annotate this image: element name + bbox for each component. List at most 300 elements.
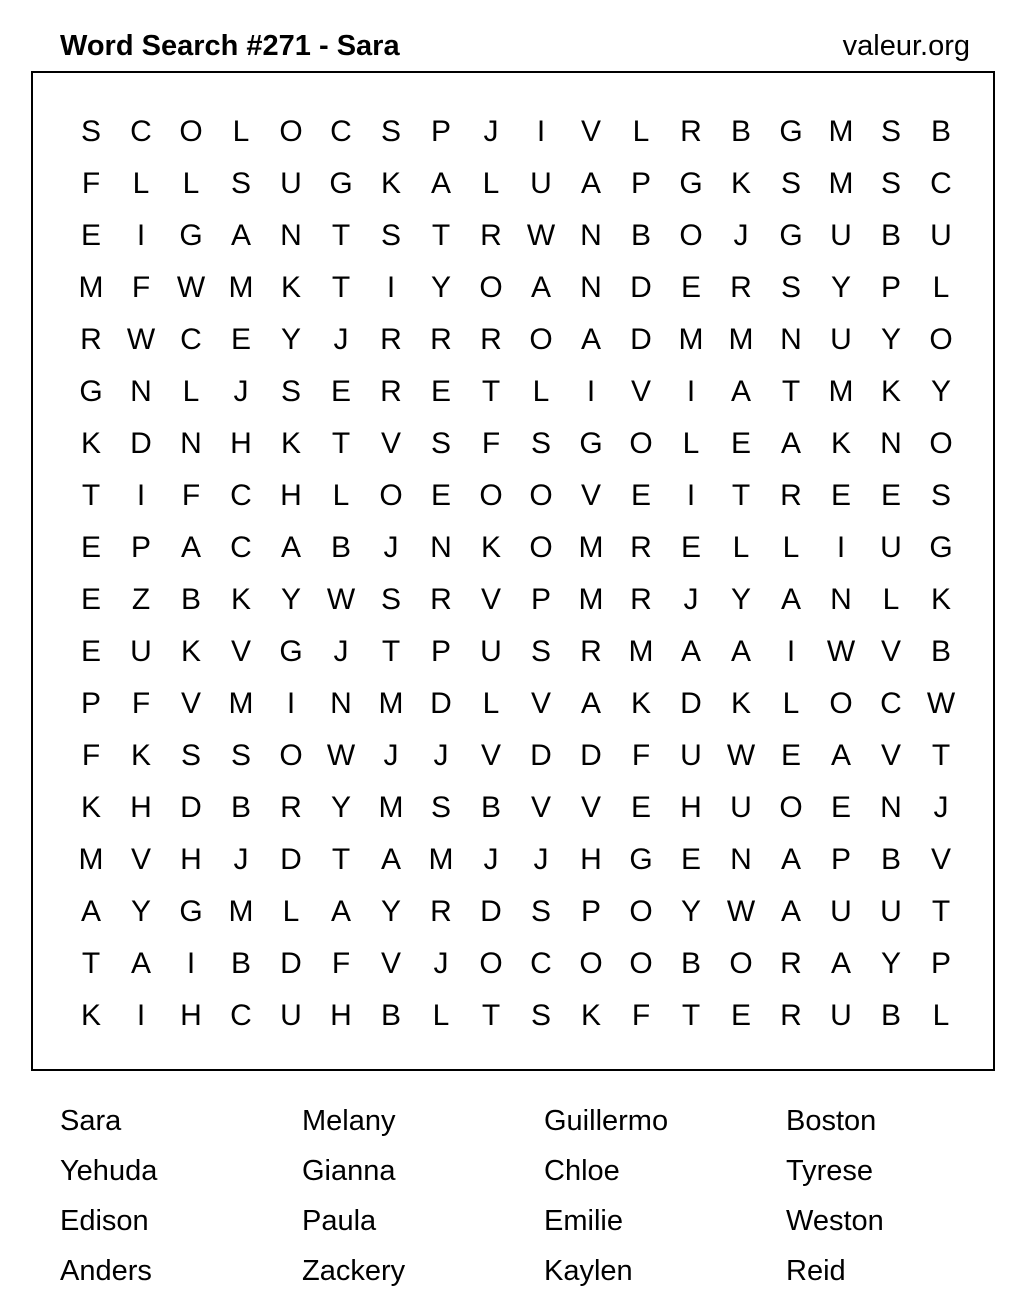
grid-cell[interactable]: O (679, 219, 703, 252)
grid-cell[interactable]: L (932, 271, 950, 304)
grid-cell[interactable]: F (631, 999, 651, 1032)
grid-cell[interactable]: A (830, 947, 851, 980)
grid-cell[interactable]: H (180, 999, 202, 1032)
grid-cell[interactable]: E (330, 375, 351, 408)
grid-cell[interactable]: C (530, 947, 552, 980)
grid-cell[interactable]: R (630, 531, 652, 564)
grid-cell[interactable]: E (80, 583, 101, 616)
grid-cell[interactable]: C (230, 999, 252, 1032)
grid-cell[interactable]: Y (330, 791, 351, 824)
grid-cell[interactable]: M (428, 843, 454, 876)
grid-cell[interactable]: I (136, 999, 146, 1032)
grid-cell[interactable]: Y (680, 895, 701, 928)
grid-cell[interactable]: V (380, 427, 401, 460)
grid-cell[interactable]: T (331, 427, 351, 460)
grid-cell[interactable]: N (880, 791, 902, 824)
grid-cell[interactable]: L (482, 167, 500, 200)
grid-cell[interactable]: H (230, 427, 252, 460)
grid-cell[interactable]: N (580, 219, 602, 252)
grid-cell[interactable]: P (880, 271, 901, 304)
grid-cell[interactable]: E (80, 635, 101, 668)
grid-cell[interactable]: B (230, 791, 251, 824)
grid-cell[interactable]: S (230, 739, 251, 772)
grid-cell[interactable]: C (230, 479, 252, 512)
grid-cell[interactable]: L (632, 115, 650, 148)
grid-cell[interactable]: N (780, 323, 802, 356)
grid-cell[interactable]: L (232, 115, 250, 148)
grid-cell[interactable]: O (529, 479, 553, 512)
grid-cell[interactable]: H (680, 791, 702, 824)
grid-cell[interactable]: P (630, 167, 651, 200)
grid-cell[interactable]: I (136, 479, 146, 512)
grid-cell[interactable]: R (580, 635, 602, 668)
grid-cell[interactable]: F (481, 427, 501, 460)
grid-cell[interactable]: C (130, 115, 152, 148)
grid-cell[interactable]: M (678, 323, 704, 356)
grid-cell[interactable]: S (380, 219, 401, 252)
grid-cell[interactable]: M (378, 791, 404, 824)
grid-cell[interactable]: D (130, 427, 152, 460)
grid-cell[interactable]: I (686, 375, 696, 408)
grid-cell[interactable]: G (779, 115, 803, 148)
grid-cell[interactable]: E (630, 479, 651, 512)
grid-cell[interactable]: H (280, 479, 302, 512)
grid-cell[interactable]: P (80, 687, 101, 720)
grid-cell[interactable]: P (830, 843, 851, 876)
grid-cell[interactable]: K (80, 791, 101, 824)
grid-cell[interactable]: C (180, 323, 202, 356)
grid-cell[interactable]: K (930, 583, 951, 616)
grid-cell[interactable]: R (730, 271, 752, 304)
grid-cell[interactable]: B (630, 219, 651, 252)
grid-cell[interactable]: M (228, 895, 254, 928)
grid-cell[interactable]: O (379, 479, 403, 512)
grid-cell[interactable]: A (130, 947, 151, 980)
grid-cell[interactable]: O (479, 479, 503, 512)
grid-cell[interactable]: U (830, 999, 852, 1032)
grid-cell[interactable]: M (228, 687, 254, 720)
grid-cell[interactable]: I (286, 687, 296, 720)
grid-cell[interactable]: A (430, 167, 451, 200)
grid-cell[interactable]: T (81, 947, 101, 980)
grid-cell[interactable]: K (230, 583, 251, 616)
grid-cell[interactable]: Y (930, 375, 951, 408)
grid-cell[interactable]: I (186, 947, 196, 980)
grid-cell[interactable]: I (136, 219, 146, 252)
grid-cell[interactable]: O (479, 271, 503, 304)
grid-cell[interactable]: A (580, 323, 601, 356)
grid-cell[interactable]: V (180, 687, 201, 720)
grid-cell[interactable]: V (480, 583, 501, 616)
grid-cell[interactable]: O (279, 115, 303, 148)
grid-cell[interactable]: J (483, 843, 499, 876)
grid-cell[interactable]: O (629, 947, 653, 980)
grid-cell[interactable]: J (683, 583, 699, 616)
grid-cell[interactable]: D (430, 687, 452, 720)
grid-cell[interactable]: A (730, 635, 751, 668)
grid-cell[interactable]: K (580, 999, 601, 1032)
grid-cell[interactable]: D (180, 791, 202, 824)
grid-cell[interactable]: G (329, 167, 353, 200)
grid-cell[interactable]: E (780, 739, 801, 772)
grid-cell[interactable]: K (730, 167, 751, 200)
grid-cell[interactable]: F (81, 167, 101, 200)
grid-cell[interactable]: W (326, 583, 356, 616)
grid-cell[interactable]: P (530, 583, 551, 616)
grid-cell[interactable]: M (378, 687, 404, 720)
grid-cell[interactable]: O (479, 947, 503, 980)
grid-cell[interactable]: E (80, 531, 101, 564)
grid-cell[interactable]: S (530, 895, 551, 928)
grid-cell[interactable]: D (580, 739, 602, 772)
grid-cell[interactable]: S (380, 115, 401, 148)
grid-cell[interactable]: I (536, 115, 546, 148)
grid-cell[interactable]: T (331, 271, 351, 304)
grid-cell[interactable]: U (530, 167, 552, 200)
grid-cell[interactable]: G (779, 219, 803, 252)
grid-cell[interactable]: U (480, 635, 502, 668)
grid-cell[interactable]: B (930, 635, 951, 668)
grid-cell[interactable]: L (532, 375, 550, 408)
grid-cell[interactable]: U (830, 895, 852, 928)
grid-cell[interactable]: I (786, 635, 796, 668)
grid-cell[interactable]: F (81, 739, 101, 772)
grid-cell[interactable]: L (432, 999, 450, 1032)
grid-cell[interactable]: U (130, 635, 152, 668)
grid-cell[interactable]: O (729, 947, 753, 980)
grid-cell[interactable]: I (386, 271, 396, 304)
grid-cell[interactable]: T (681, 999, 701, 1032)
grid-cell[interactable]: E (230, 323, 251, 356)
grid-cell[interactable]: B (730, 115, 751, 148)
grid-cell[interactable]: K (130, 739, 151, 772)
grid-cell[interactable]: S (780, 167, 801, 200)
grid-cell[interactable]: A (330, 895, 351, 928)
grid-cell[interactable]: K (80, 427, 101, 460)
grid-cell[interactable]: M (578, 583, 604, 616)
grid-cell[interactable]: D (280, 947, 302, 980)
grid-cell[interactable]: W (326, 739, 356, 772)
grid-cell[interactable]: U (730, 791, 752, 824)
grid-cell[interactable]: G (579, 427, 603, 460)
grid-cell[interactable]: J (233, 375, 249, 408)
grid-cell[interactable]: L (732, 531, 750, 564)
grid-cell[interactable]: B (480, 791, 501, 824)
grid-cell[interactable]: U (880, 895, 902, 928)
grid-cell[interactable]: M (828, 167, 854, 200)
grid-cell[interactable]: O (629, 427, 653, 460)
grid-cell[interactable]: A (280, 531, 301, 564)
grid-cell[interactable]: R (80, 323, 102, 356)
grid-cell[interactable]: O (529, 323, 553, 356)
grid-cell[interactable]: L (782, 687, 800, 720)
grid-cell[interactable]: O (929, 427, 953, 460)
grid-cell[interactable]: T (481, 999, 501, 1032)
grid-cell[interactable]: A (780, 895, 801, 928)
grid-cell[interactable]: B (330, 531, 351, 564)
grid-cell[interactable]: S (380, 583, 401, 616)
grid-cell[interactable]: I (686, 479, 696, 512)
grid-cell[interactable]: B (880, 219, 901, 252)
grid-cell[interactable]: P (130, 531, 151, 564)
grid-cell[interactable]: L (182, 375, 200, 408)
grid-cell[interactable]: F (131, 271, 151, 304)
grid-cell[interactable]: G (79, 375, 103, 408)
grid-cell[interactable]: O (279, 739, 303, 772)
grid-cell[interactable]: V (530, 791, 551, 824)
grid-cell[interactable]: V (930, 843, 951, 876)
grid-cell[interactable]: J (733, 219, 749, 252)
grid-cell[interactable]: L (282, 895, 300, 928)
grid-cell[interactable]: Z (131, 583, 151, 616)
grid-cell[interactable]: A (780, 583, 801, 616)
grid-cell[interactable]: J (533, 843, 549, 876)
grid-cell[interactable]: M (228, 271, 254, 304)
grid-cell[interactable]: R (780, 479, 802, 512)
grid-cell[interactable]: E (430, 479, 451, 512)
grid-cell[interactable]: J (383, 739, 399, 772)
grid-cell[interactable]: Y (430, 271, 451, 304)
grid-cell[interactable]: H (330, 999, 352, 1032)
grid-cell[interactable]: H (130, 791, 152, 824)
grid-cell[interactable]: E (880, 479, 901, 512)
grid-cell[interactable]: S (780, 271, 801, 304)
grid-cell[interactable]: E (730, 427, 751, 460)
grid-cell[interactable]: Y (880, 947, 901, 980)
grid-cell[interactable]: K (80, 999, 101, 1032)
grid-cell[interactable]: D (630, 271, 652, 304)
grid-cell[interactable]: K (280, 427, 301, 460)
grid-cell[interactable]: L (782, 531, 800, 564)
grid-cell[interactable]: Y (380, 895, 401, 928)
grid-cell[interactable]: G (279, 635, 303, 668)
grid-cell[interactable]: S (930, 479, 951, 512)
grid-cell[interactable]: D (530, 739, 552, 772)
grid-cell[interactable]: G (629, 843, 653, 876)
grid-cell[interactable]: C (930, 167, 952, 200)
grid-cell[interactable]: Y (730, 583, 751, 616)
grid-cell[interactable]: T (431, 219, 451, 252)
grid-cell[interactable]: Y (830, 271, 851, 304)
grid-cell[interactable]: T (731, 479, 751, 512)
grid-cell[interactable]: N (730, 843, 752, 876)
grid-cell[interactable]: R (430, 323, 452, 356)
grid-cell[interactable]: Y (280, 323, 301, 356)
grid-cell[interactable]: U (830, 323, 852, 356)
grid-cell[interactable]: Y (880, 323, 901, 356)
grid-cell[interactable]: M (628, 635, 654, 668)
grid-cell[interactable]: R (380, 375, 402, 408)
grid-cell[interactable]: T (931, 895, 951, 928)
grid-cell[interactable]: H (180, 843, 202, 876)
grid-cell[interactable]: R (480, 323, 502, 356)
grid-cell[interactable]: G (679, 167, 703, 200)
grid-cell[interactable]: E (830, 791, 851, 824)
grid-cell[interactable]: R (630, 583, 652, 616)
grid-cell[interactable]: M (828, 115, 854, 148)
grid-cell[interactable]: R (780, 999, 802, 1032)
grid-cell[interactable]: A (230, 219, 251, 252)
grid-cell[interactable]: U (830, 219, 852, 252)
grid-cell[interactable]: J (433, 947, 449, 980)
grid-cell[interactable]: S (280, 375, 301, 408)
grid-cell[interactable]: N (330, 687, 352, 720)
grid-cell[interactable]: F (181, 479, 201, 512)
grid-cell[interactable]: V (380, 947, 401, 980)
grid-cell[interactable]: S (430, 427, 451, 460)
grid-cell[interactable]: W (726, 739, 756, 772)
grid-cell[interactable]: L (932, 999, 950, 1032)
grid-cell[interactable]: A (580, 167, 601, 200)
grid-cell[interactable]: K (730, 687, 751, 720)
grid-cell[interactable]: J (333, 635, 349, 668)
grid-cell[interactable]: A (780, 427, 801, 460)
grid-cell[interactable]: U (280, 999, 302, 1032)
grid-cell[interactable]: S (880, 167, 901, 200)
grid-cell[interactable]: K (880, 375, 901, 408)
grid-cell[interactable]: V (480, 739, 501, 772)
grid-cell[interactable]: G (929, 531, 953, 564)
grid-cell[interactable]: O (579, 947, 603, 980)
grid-cell[interactable]: O (179, 115, 203, 148)
grid-cell[interactable]: L (682, 427, 700, 460)
grid-cell[interactable]: T (781, 375, 801, 408)
grid-cell[interactable]: V (880, 635, 901, 668)
grid-cell[interactable]: O (529, 531, 553, 564)
grid-cell[interactable]: E (730, 999, 751, 1032)
grid-cell[interactable]: O (929, 323, 953, 356)
grid-cell[interactable]: L (132, 167, 150, 200)
grid-cell[interactable]: R (380, 323, 402, 356)
grid-cell[interactable]: S (80, 115, 101, 148)
grid-cell[interactable]: Y (130, 895, 151, 928)
grid-cell[interactable]: A (780, 843, 801, 876)
grid-cell[interactable]: D (480, 895, 502, 928)
grid-cell[interactable]: J (383, 531, 399, 564)
grid-cell[interactable]: J (433, 739, 449, 772)
grid-cell[interactable]: V (580, 115, 601, 148)
grid-cell[interactable]: T (331, 843, 351, 876)
grid-cell[interactable]: U (930, 219, 952, 252)
grid-cell[interactable]: B (930, 115, 951, 148)
grid-cell[interactable]: N (430, 531, 452, 564)
grid-cell[interactable]: O (629, 895, 653, 928)
grid-cell[interactable]: W (176, 271, 206, 304)
grid-cell[interactable]: T (331, 219, 351, 252)
grid-cell[interactable]: T (931, 739, 951, 772)
grid-cell[interactable]: J (333, 323, 349, 356)
grid-cell[interactable]: V (580, 791, 601, 824)
grid-cell[interactable]: C (230, 531, 252, 564)
grid-cell[interactable]: J (483, 115, 499, 148)
grid-cell[interactable]: A (730, 375, 751, 408)
grid-cell[interactable]: J (933, 791, 949, 824)
grid-cell[interactable]: U (880, 531, 902, 564)
grid-cell[interactable]: A (380, 843, 401, 876)
grid-cell[interactable]: K (280, 271, 301, 304)
grid-cell[interactable]: I (836, 531, 846, 564)
grid-cell[interactable]: R (480, 219, 502, 252)
grid-cell[interactable]: L (182, 167, 200, 200)
grid-cell[interactable]: A (530, 271, 551, 304)
grid-cell[interactable]: R (280, 791, 302, 824)
grid-cell[interactable]: E (680, 843, 701, 876)
grid-cell[interactable]: L (332, 479, 350, 512)
grid-cell[interactable]: S (230, 167, 251, 200)
grid-cell[interactable]: G (179, 895, 203, 928)
grid-cell[interactable]: B (380, 999, 401, 1032)
grid-cell[interactable]: R (780, 947, 802, 980)
grid-cell[interactable]: N (280, 219, 302, 252)
grid-cell[interactable]: B (680, 947, 701, 980)
grid-cell[interactable]: R (430, 583, 452, 616)
grid-cell[interactable]: B (180, 583, 201, 616)
grid-cell[interactable]: A (180, 531, 201, 564)
grid-cell[interactable]: P (430, 635, 451, 668)
grid-cell[interactable]: G (179, 219, 203, 252)
grid-cell[interactable]: L (882, 583, 900, 616)
grid-cell[interactable]: A (580, 687, 601, 720)
grid-cell[interactable]: K (630, 687, 651, 720)
grid-cell[interactable]: S (180, 739, 201, 772)
grid-cell[interactable]: S (880, 115, 901, 148)
grid-cell[interactable]: R (430, 895, 452, 928)
grid-cell[interactable]: L (482, 687, 500, 720)
grid-cell[interactable]: S (530, 635, 551, 668)
grid-cell[interactable]: A (680, 635, 701, 668)
grid-cell[interactable]: E (80, 219, 101, 252)
grid-cell[interactable]: J (233, 843, 249, 876)
grid-cell[interactable]: K (180, 635, 201, 668)
grid-cell[interactable]: M (78, 843, 104, 876)
grid-cell[interactable]: E (430, 375, 451, 408)
grid-cell[interactable]: E (630, 791, 651, 824)
grid-cell[interactable]: I (586, 375, 596, 408)
grid-cell[interactable]: O (829, 687, 853, 720)
grid-cell[interactable]: K (480, 531, 501, 564)
grid-cell[interactable]: S (530, 999, 551, 1032)
grid-cell[interactable]: N (830, 583, 852, 616)
grid-cell[interactable]: S (430, 791, 451, 824)
grid-cell[interactable]: P (580, 895, 601, 928)
grid-cell[interactable]: N (580, 271, 602, 304)
grid-cell[interactable]: W (826, 635, 856, 668)
grid-cell[interactable]: W (126, 323, 156, 356)
grid-cell[interactable]: O (779, 791, 803, 824)
grid-cell[interactable]: K (830, 427, 851, 460)
grid-cell[interactable]: A (80, 895, 101, 928)
grid-cell[interactable]: D (630, 323, 652, 356)
grid-cell[interactable]: F (631, 739, 651, 772)
grid-cell[interactable]: W (926, 687, 956, 720)
grid-cell[interactable]: F (131, 687, 151, 720)
grid-cell[interactable]: V (630, 375, 651, 408)
grid-cell[interactable]: E (830, 479, 851, 512)
grid-cell[interactable]: T (481, 375, 501, 408)
grid-cell[interactable]: P (930, 947, 951, 980)
grid-cell[interactable]: S (530, 427, 551, 460)
grid-cell[interactable]: N (180, 427, 202, 460)
grid-cell[interactable]: A (830, 739, 851, 772)
grid-cell[interactable]: W (526, 219, 556, 252)
grid-cell[interactable]: R (680, 115, 702, 148)
grid-cell[interactable]: C (880, 687, 902, 720)
grid-cell[interactable]: B (230, 947, 251, 980)
grid-cell[interactable]: V (880, 739, 901, 772)
grid-cell[interactable]: P (430, 115, 451, 148)
grid-cell[interactable]: V (580, 479, 601, 512)
grid-cell[interactable]: W (726, 895, 756, 928)
